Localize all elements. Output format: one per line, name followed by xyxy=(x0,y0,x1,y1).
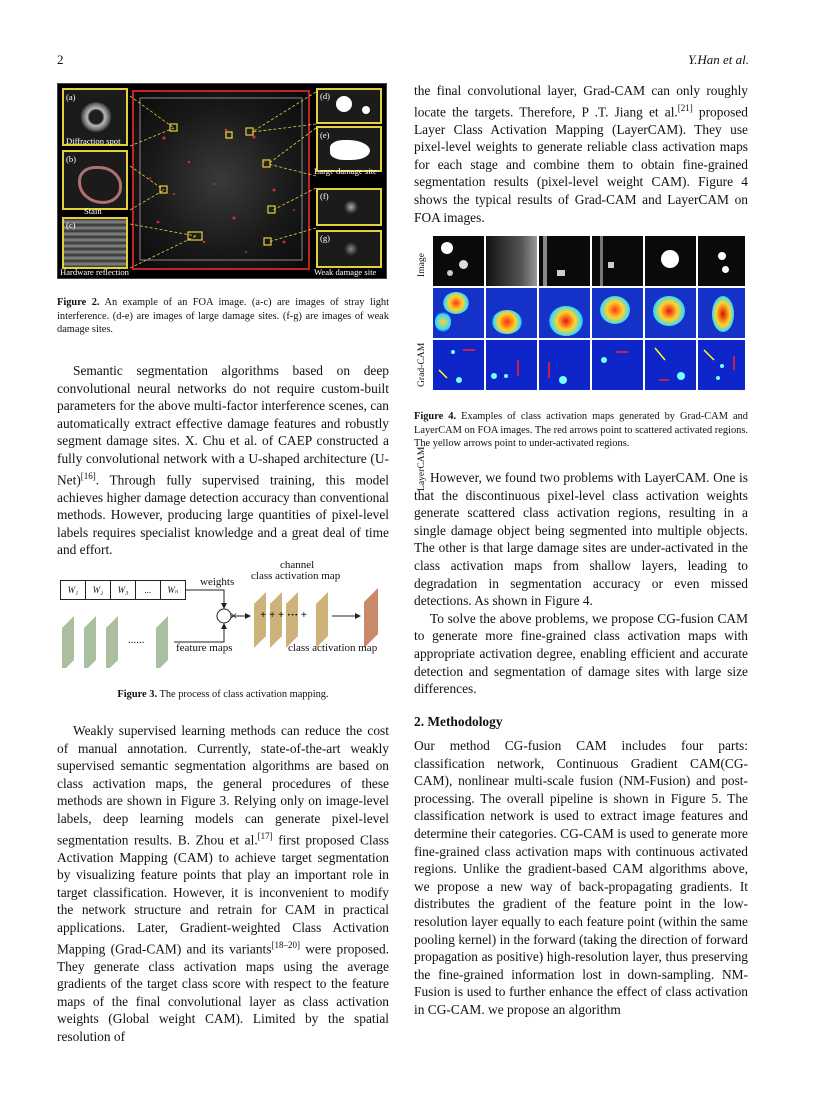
citation-21: [21] xyxy=(677,102,693,113)
weight-box-dots: ... xyxy=(135,580,161,600)
left-paragraph-1 xyxy=(57,362,389,559)
cam-label: class activation map xyxy=(288,642,378,654)
fig2-label-weak-damage: Weak damage site xyxy=(314,267,377,277)
multiply-symbol: × xyxy=(230,608,238,623)
fig2-label-large-damage: Large damage site xyxy=(314,166,377,176)
fig2-label-g: (g) xyxy=(320,233,331,243)
weight-box-1: W₁ xyxy=(60,580,86,600)
fig4-row-label-gradcam: Grad-CAM xyxy=(416,342,427,387)
fig2-label-hardware: Hardware reflection xyxy=(60,267,129,277)
fig2-label-diffraction: Diffraction spot xyxy=(66,136,121,146)
figure-4-caption xyxy=(414,410,748,451)
left-paragraph-2 xyxy=(57,722,389,1046)
channel-cam-label: class activation map xyxy=(251,570,341,582)
fig2-label-e: (e) xyxy=(320,130,330,140)
fig2-label-f: (f) xyxy=(320,191,329,201)
right-para1-a: the final convolutional layer, Grad-CAM can only roughly locate the targets. Therefore, P .T. Jiang et al. xyxy=(414,83,748,120)
running-header-authors: Y.Han et al. xyxy=(688,52,749,67)
fig4-image-6 xyxy=(697,235,746,287)
left-para1-cont: . Through fully supervised training, this model achieves higher damage detection accuracy than conventional methods. However, producing large quantities of pixel-level labels requires specialist knowledge and a great deal of time and effort. xyxy=(57,472,389,558)
fig4-gradcam-3 xyxy=(538,287,591,339)
fig4-image-5 xyxy=(644,235,697,287)
left-para1-text: Semantic segmentation algorithms based on deep convolutional neural networks do not require custom-built parameters for the above multi-factor interference scenes, can automatically extract effective damage features and robustly segment damage sites. X. Chu et al. of CAEP constructed a fully convolutional network with a U-shaped architecture (U-Net) xyxy=(57,363,389,488)
left-para2-c: were proposed. They generate class activation maps using the average gradients of the target class score with respect to the feature maps of the final convolutional layer as class activation weights (Global weight CAM). Limited by the spatial resolution of xyxy=(57,941,389,1045)
weights-label: weights xyxy=(200,576,235,588)
feature-maps-label: feature maps xyxy=(176,642,233,654)
channel-label: channel xyxy=(280,559,315,571)
right-para2-text: However, we found two problems with LayerCAM. One is that the discontinuous pixel-level class activation weights generate scattered class activation regions, resulting in a single damage object being segmented into multiple objects. The other is that large damage sites are under-activated in the class activation maps from shallow layers, leading to degradation in segmentation accuracy or even missed detections. As shown in Figure 4. xyxy=(414,470,748,609)
fig4-gradcam-5 xyxy=(644,287,697,339)
fig4-row-label-layercam: LayerCAM xyxy=(416,446,427,491)
fig4-gradcam-4 xyxy=(591,287,644,339)
figure-2-image xyxy=(57,83,387,279)
fig4-image-2 xyxy=(485,235,538,287)
fig2-label-stain: Stain xyxy=(84,206,102,216)
figure-4-caption-label: Figure 4. xyxy=(414,411,457,422)
fig2-label-d: (d) xyxy=(320,91,331,101)
fig2-label-b: (b) xyxy=(66,154,77,164)
section-title-methodology: 2. Methodology xyxy=(414,714,503,729)
citation-18-20: [18–20] xyxy=(271,939,300,950)
fig4-layercam-5 xyxy=(644,339,697,391)
figure-3-diagram xyxy=(58,558,390,668)
citation-16: [16] xyxy=(80,470,96,481)
fig4-layercam-6 xyxy=(697,339,746,391)
left-para2-b: first proposed Class Activation Mapping (CAM) to achieve target segmentation by visualizing feature points that play an important role in target classification. However, it is inconvenient to modify the network structure and retrain for CAM in practical applications. Later, Gradient-weighted Class Activation Mapping (Grad-CAM) and its variants xyxy=(57,832,389,957)
fig4-layercam-4 xyxy=(591,339,644,391)
figure-3-caption xyxy=(57,688,389,702)
citation-17: [17] xyxy=(257,830,273,841)
fig4-gradcam-2 xyxy=(485,287,538,339)
weight-box-n: Wₙ xyxy=(160,580,186,600)
right-para4-text: Our method CG-fusion CAM includes four parts: classification network, Continuous Gradient CAM(CG-CAM), nonlinear multi-scale fusion (NM-Fusion) and post-processing. The overall pipeline is shown in Figure 5. The classification network is used to extract image features and determine their categories. CG-CAM is used to generate more fine-grained class activation maps with continuous activated regions. Unlike the gradient-based CAM algorithms above, we propose a new way of back-propagating gradients. It distributes the gradient of the feature point in the low-resolution layer equally to each feature point (within the same pooling kernel) in the forward (taking the direction of forward propagation as positive) high-resolution layer, thus preserving the fine-grained information lost in down-sampling. NM-Fusion is used to further enhance the effect of class activation in CG-CAM. we propose an algorithm xyxy=(414,738,748,1017)
left-para2-a: Weakly supervised learning methods can reduce the cost of manual annotation. Currently, state-of-the-art weakly supervised semantic segmentation algorithms are based on class activation maps, the general procedures of these methods are shown in Figure 3. Relying only on image-level labels, deep learning models can generate pixel-level segmentation results. B. Zhou et al. xyxy=(57,723,389,848)
fig4-row-label-image: Image xyxy=(416,253,427,277)
right-para1-b: proposed Layer Class Activation Mapping (LayerCAM). They use pixel-level weights to generate reliable class activation maps for each stage and combine them to obtain fine-grained segmentation results (pixel-level weight CAM). Figure 4 shows the typical results of Grad-CAM and LayerCAM on FOA images. xyxy=(414,104,748,225)
fig4-layercam-2 xyxy=(485,339,538,391)
figure-2-caption-text: An example of an FOA image. (a-c) are images of stray light interference. (d-e) are images of large damage sites. (f-g) are images of weak damage sites. xyxy=(57,297,389,336)
fig2-label-a: (a) xyxy=(66,92,76,102)
figure-3-caption-text: The process of class activation mapping. xyxy=(159,689,329,700)
fig4-layercam-3 xyxy=(538,339,591,391)
figure-4-caption-text: Examples of class activation maps generated by Grad-CAM and LayerCAM on FOA images. The red arrows point to scattered activated regions. The yellow arrows point to under-activated regions. xyxy=(414,411,748,450)
fig4-gradcam-1 xyxy=(432,287,485,339)
right-paragraph-4 xyxy=(414,737,748,1019)
weight-box-3: W₃ xyxy=(110,580,136,600)
fig4-layercam-1 xyxy=(432,339,485,391)
fig4-gradcam-6 xyxy=(697,287,746,339)
figure-2-caption xyxy=(57,296,389,337)
fig4-image-3 xyxy=(538,235,591,287)
right-paragraph-2 xyxy=(414,469,748,698)
plus-sequence: + + + ··· + xyxy=(260,609,308,621)
fig2-label-c: (c) xyxy=(66,220,76,230)
fig4-image-1 xyxy=(432,235,485,287)
fig4-image-4 xyxy=(591,235,644,287)
page-number: 2 xyxy=(57,52,64,67)
figure-2-caption-label: Figure 2. xyxy=(57,297,100,308)
feature-maps-dots: ...... xyxy=(128,634,145,646)
figure-3-caption-label: Figure 3. xyxy=(117,689,158,700)
right-paragraph-1 xyxy=(414,82,748,226)
right-para3-text: To solve the above problems, we propose CG-fusion CAM to generate more fine-grained class activation maps with appropriate activation degree, enabling efficient and accurate detection and segmentation of damage sites with large size differences. xyxy=(414,610,748,697)
weight-box-2: W₂ xyxy=(85,580,111,600)
